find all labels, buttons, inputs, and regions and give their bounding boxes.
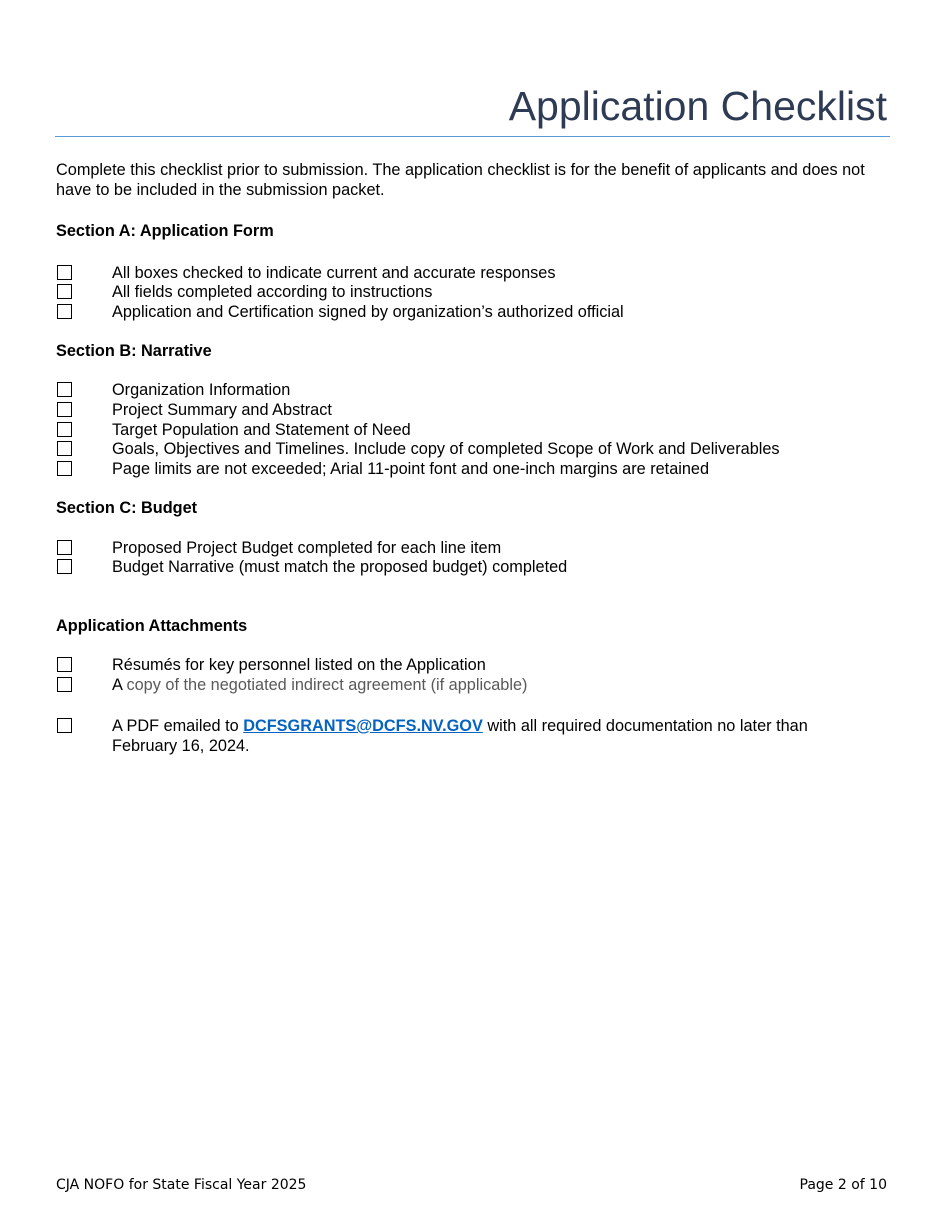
footer-page-number: Page 2 of 10	[799, 1177, 887, 1193]
checkbox[interactable]	[57, 657, 72, 672]
checkbox[interactable]	[57, 284, 72, 299]
checklist-item-label: Target Population and Statement of Need	[112, 421, 411, 439]
checklist-item	[56, 400, 910, 420]
checklist-item-label: Project Summary and Abstract	[112, 401, 332, 419]
checklist-item-label: Application and Certification signed by organization’s authorized official	[112, 303, 624, 321]
checkbox[interactable]	[57, 304, 72, 319]
checkbox[interactable]	[57, 265, 72, 280]
checklist-item	[56, 655, 910, 675]
checkbox[interactable]	[57, 382, 72, 397]
section-c-heading: Section C: Budget	[56, 499, 198, 517]
page-title: Application Checklist	[508, 83, 887, 129]
checklist-item	[56, 557, 910, 577]
checkbox[interactable]	[57, 540, 72, 555]
checklist-item	[56, 538, 910, 558]
attachments-heading: Application Attachments	[56, 617, 248, 635]
checkbox[interactable]	[57, 422, 72, 437]
checklist-item-label: Page limits are not exceeded; Arial 11-point font and one-inch margins are retained	[112, 460, 710, 478]
checklist-item	[56, 380, 910, 400]
checklist-item	[56, 420, 910, 440]
checklist-item	[56, 263, 910, 283]
item-suffix: with all required documentation no later than February 16, 2024.	[112, 717, 808, 755]
checklist-item-label: All boxes checked to indicate current and accurate responses	[112, 264, 556, 282]
checklist-item-label	[112, 675, 527, 695]
checklist-item	[56, 302, 910, 322]
item-prefix: A PDF emailed to	[112, 717, 244, 735]
checkbox[interactable]	[57, 677, 72, 692]
checkbox[interactable]	[57, 559, 72, 574]
item-prefix: A	[112, 676, 127, 694]
item-text: copy of the negotiated indirect agreement (if applicable)	[126, 676, 528, 694]
checklist-item-submission	[56, 716, 910, 756]
checkbox[interactable]	[57, 718, 72, 733]
checklist-item-label: Goals, Objectives and Timelines. Include copy of completed Scope of Work and Deliverables	[112, 440, 780, 458]
checklist-item-label: Organization Information	[112, 381, 291, 399]
checkbox[interactable]	[57, 402, 72, 417]
intro-paragraph: Complete this checklist prior to submission. The application checklist is for the benefit of applicants and does not have to be included in the submission packet.	[56, 161, 865, 199]
section-b-heading: Section B: Narrative	[56, 342, 212, 360]
checkbox[interactable]	[57, 441, 72, 456]
checklist-item-label: Proposed Project Budget completed for each line item	[112, 539, 502, 557]
checklist-item	[56, 675, 910, 695]
checklist-item	[56, 439, 910, 459]
checklist-item-label: Budget Narrative (must match the proposed budget) completed	[112, 558, 568, 576]
checklist-item-label: Résumés for key personnel listed on the Application	[112, 656, 486, 674]
section-a-heading: Section A: Application Form	[56, 222, 274, 240]
checkbox[interactable]	[57, 461, 72, 476]
checklist-item	[56, 459, 910, 479]
email-link[interactable]: DCFSGRANTS@DCFS.NV.GOV	[243, 717, 483, 735]
checklist-item-label: All fields completed according to instructions	[112, 283, 433, 301]
checklist-item	[56, 282, 910, 302]
footer-document-name: CJA NOFO for State Fiscal Year 2025	[56, 1177, 307, 1193]
title-divider	[55, 136, 890, 137]
checklist-item-label	[112, 716, 872, 756]
